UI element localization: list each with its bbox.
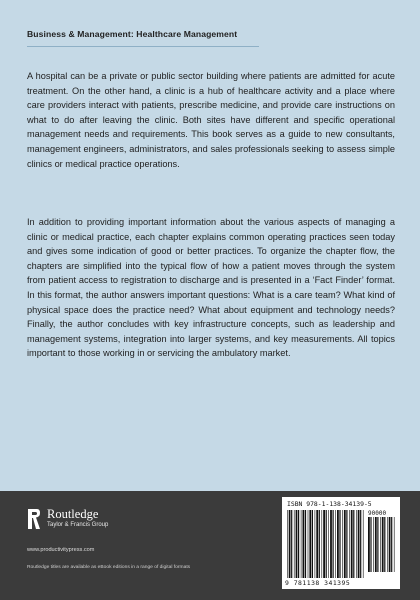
isbn-barcode [282, 497, 400, 589]
publisher-footer [0, 491, 420, 600]
barcode-addon [368, 510, 395, 574]
addon-code: 90000 [368, 510, 387, 517]
ebook-note: Routledge titles are available as eBook editions in a range of digital formats [27, 565, 191, 570]
ean-digits: 9 781138 341395 [285, 579, 351, 587]
routledge-logo-icon [27, 508, 41, 530]
ean-barcode-bars [287, 510, 365, 578]
series-category: Business & Management: Healthcare Management [27, 29, 238, 39]
blurb-paragraph-2: In addition to providing important information about the various aspects of managing a clinic or medical practice, each chapter explains common operating practices seen today and gives some indication of good or better practices. To organize the chapter flow, the chapters are simplified into the typical flow of how a patient moves through the system from patient access to registration to discharge and is presented in a ‘Fact Finder’ format. In this format, the author answers important questions: What is a care team? What kind of physical space does the practice need? What about equipment and technology needs? Finally, the author concludes with key infrastructure concepts, such as leadership and management systems, integration into larger systems, and key measurements. All topics important to those working in or servicing the ambulatory market. [27, 217, 395, 359]
header-divider [27, 46, 259, 47]
isbn-label: ISBN 978-1-138-34139-5 [287, 500, 372, 508]
publisher-website: www.productivitypress.com [27, 547, 95, 553]
addon-barcode-bars [368, 517, 395, 572]
publisher-logo [27, 508, 108, 530]
publisher-name: Routledge [47, 507, 99, 521]
blurb-paragraph-1: A hospital can be a private or public sector building where patients are admitted for acute treatment. On the other hand, a clinic is a hub of healthcare activity and a place where care providers interact with patients, prescribe medicine, and provide care instructions on what to do after leaving the clinic. Both sites have different and specific operational management needs and requirements. This book serves as a guide to new consultants, management engineers, administrators, and sales professionals seeking to assess simple clinics or medical practice operations. [27, 71, 395, 169]
publisher-group: Taylor & Francis Group [47, 522, 109, 528]
